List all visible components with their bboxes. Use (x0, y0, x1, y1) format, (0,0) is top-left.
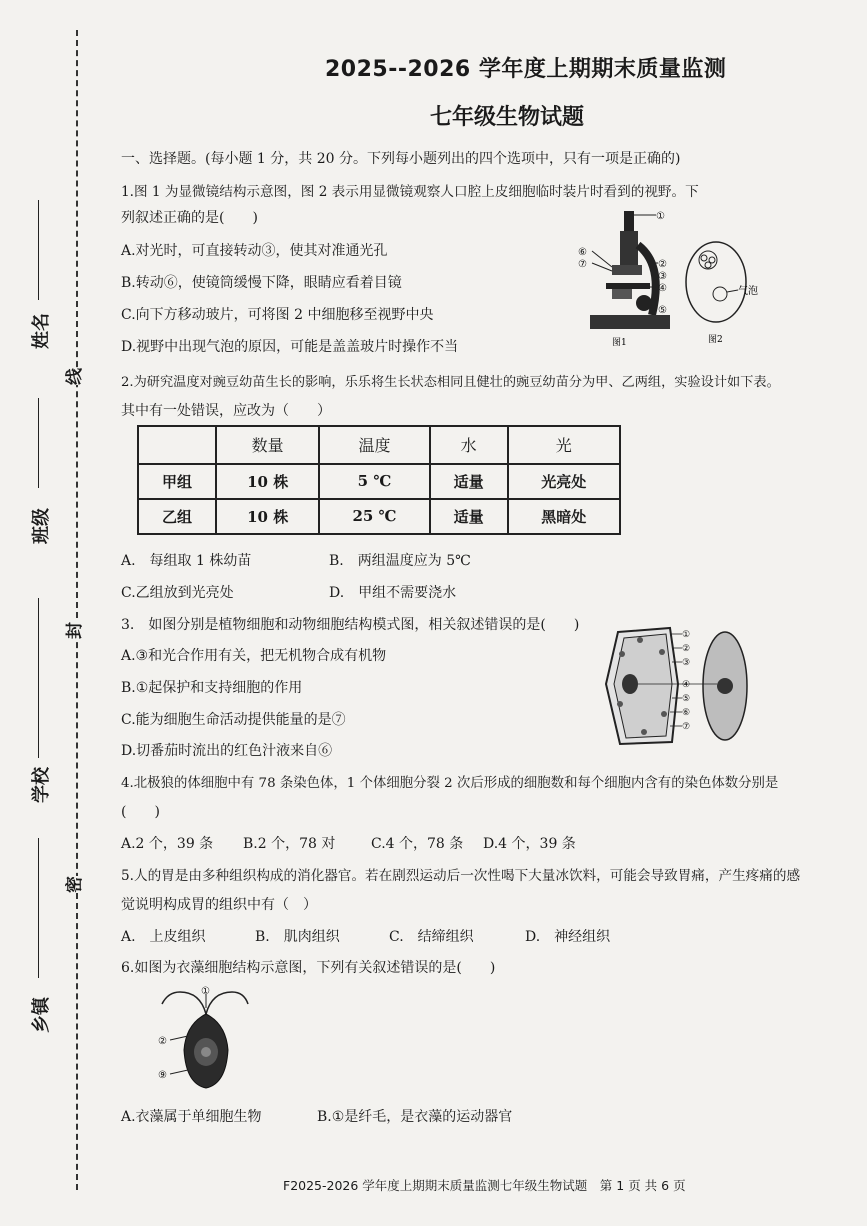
table-header-row (138, 426, 620, 464)
town-label: 乡镇 (31, 997, 52, 1033)
q6-option-b: B.①是纤毛，是衣藻的运动器官 (317, 1109, 513, 1125)
chlamydomonas-diagram (140, 984, 270, 1094)
q1-option-d: D.视野中出现气泡的原因，可能是盖盖玻片时操作不当 (121, 339, 459, 355)
table-row (138, 499, 620, 534)
table-cell: 5 ℃ (319, 464, 429, 499)
q6-option-a: A.衣藻属于单细胞生物 (121, 1109, 262, 1125)
q4-option-a: A.2 个，39 条 (121, 836, 214, 852)
bubble-label: 气泡 (738, 286, 758, 297)
q1-option-a: A.对光时，可直接转动③，使其对准通光孔 (121, 243, 388, 259)
alga-label-9: ⑨ (158, 1070, 167, 1081)
cell-label-3: ③ (682, 658, 691, 668)
q4-paren: ( ) (121, 804, 160, 820)
seal-feng: 封 (58, 622, 87, 639)
binding-dashed-line (76, 30, 78, 1190)
mic-label-3: ③ (658, 271, 667, 282)
q1-stem-line2: 列叙述正确的是( ) (121, 210, 258, 226)
cell-label-7: ⑦ (682, 722, 691, 732)
table-cell: 光亮处 (508, 464, 620, 499)
table-header-cell: 温度 (319, 426, 429, 464)
q4-option-c: C.4 个，78 条 (371, 836, 464, 852)
mic-label-2: ② (658, 259, 667, 270)
seal-mi: 密 (58, 876, 87, 893)
plant-animal-cell-diagram (600, 624, 780, 748)
q3-option-a: A.③和光合作用有关，把无机物合成有机物 (121, 648, 387, 664)
q2-option-a: A. 每组取 1 株幼苗 (121, 553, 252, 569)
q3-option-c: C.能为细胞生命活动提供能量的是⑦ (121, 712, 346, 728)
q5-option-b: B. 肌肉组织 (255, 929, 340, 945)
cell-label-4: ④ (682, 680, 691, 690)
table-cell: 黑暗处 (508, 499, 620, 534)
q5-option-a: A. 上皮组织 (121, 929, 206, 945)
table-cell: 适量 (430, 464, 508, 499)
q4-option-d: D.4 个，39 条 (483, 836, 576, 852)
q2-option-c: C.乙组放到光亮处 (121, 585, 234, 601)
q2-option-d: D. 甲组不需要浇水 (329, 585, 457, 601)
section-heading: 一、选择题。(每小题 1 分，共 20 分。下列每小题列出的四个选项中，只有一项是正确的) (121, 151, 681, 167)
table-header-cell: 数量 (216, 426, 319, 464)
town-underline (38, 838, 39, 978)
table-cell: 乙组 (138, 499, 216, 534)
q2-stem-line2: 其中有一处错误，应改为（ ） (121, 403, 331, 419)
q3-stem: 3. 如图分别是植物细胞和动物细胞结构模式图，相关叙述错误的是( ) (121, 617, 580, 633)
q4-stem: 4.北极狼的体细胞中有 78 条染色体，1 个体细胞分裂 2 次后形成的细胞数和每个细胞内含有的染色体数分别是 (121, 776, 779, 791)
table-row (138, 464, 620, 499)
exam-subtitle: 七年级生物试题 (430, 105, 585, 130)
q5-stem-line2: 觉说明构成胃的组织中有（ ） (121, 897, 317, 913)
q1-stem-line1: 1.图 1 为显微镜结构示意图，图 2 表示用显微镜观察人口腔上皮细胞临时装片时看到的视野。下 (121, 184, 699, 200)
fig1-caption: 图1 (612, 338, 627, 348)
school-underline (38, 598, 39, 758)
q4-option-b: B.2 个，78 对 (243, 836, 336, 852)
class-underline (38, 398, 39, 488)
cell-label-1: ① (682, 630, 691, 640)
school-label: 学校 (31, 767, 52, 803)
name-label: 姓名 (31, 313, 52, 349)
q1-option-c: C.向下方移动玻片，可将图 2 中细胞移至视野中央 (121, 307, 434, 323)
q3-option-d: D.切番茄时流出的红色汁液来自⑥ (121, 743, 333, 759)
page-footer: F2025-2026 学年度上期期末质量监测七年级生物试题 第 1 页 共 6 页 (283, 1178, 686, 1193)
mic-label-6: ⑥ (578, 247, 587, 258)
table-cell: 10 株 (216, 499, 319, 534)
alga-label-2: ② (158, 1036, 167, 1047)
table-cell: 10 株 (216, 464, 319, 499)
table-header-cell (138, 426, 216, 464)
field-of-view-diagram (682, 238, 772, 348)
class-label: 班级 (31, 508, 52, 544)
table-cell: 25 ℃ (319, 499, 429, 534)
q3-option-b: B.①起保护和支持细胞的作用 (121, 680, 303, 696)
cell-label-5: ⑤ (682, 694, 691, 704)
table-cell: 甲组 (138, 464, 216, 499)
mic-label-4: ④ (658, 283, 667, 294)
cell-label-6: ⑥ (682, 708, 691, 718)
alga-label-1: ① (201, 986, 210, 997)
q5-stem-line1: 5.人的胃是由多种组织构成的消化器官。若在剧烈运动后一次性喝下大量冰饮料，可能会导致胃痛，产生疼痛的感 (121, 868, 801, 884)
table-header-cell: 光 (508, 426, 620, 464)
experiment-table (137, 425, 621, 535)
name-underline (38, 200, 39, 300)
mic-label-5: ⑤ (658, 305, 667, 316)
q6-stem: 6.如图为衣藻细胞结构示意图，下列有关叙述错误的是( ) (121, 960, 496, 976)
seal-xian: 线 (58, 368, 87, 385)
q5-option-c: C. 结缔组织 (389, 929, 474, 945)
fig2-caption: 图2 (708, 335, 723, 345)
q2-stem-line1: 2.为研究温度对豌豆幼苗生长的影响，乐乐将生长状态相同且健壮的豌豆幼苗分为甲、乙两组，实验设计如下表。 (121, 375, 780, 390)
q1-option-b: B.转动⑥，使镜筒缓慢下降，眼睛应看着目镜 (121, 275, 402, 291)
microscope-diagram (572, 205, 682, 350)
q5-option-d: D. 神经组织 (525, 929, 611, 945)
mic-label-1: ① (656, 211, 665, 222)
q2-option-b: B. 两组温度应为 5℃ (329, 553, 471, 569)
table-header-cell: 水 (430, 426, 508, 464)
mic-label-7: ⑦ (578, 259, 587, 270)
cell-label-2: ② (682, 644, 691, 654)
table-cell: 适量 (430, 499, 508, 534)
exam-title: 2025--2026 学年度上期期末质量监测 (325, 57, 727, 82)
